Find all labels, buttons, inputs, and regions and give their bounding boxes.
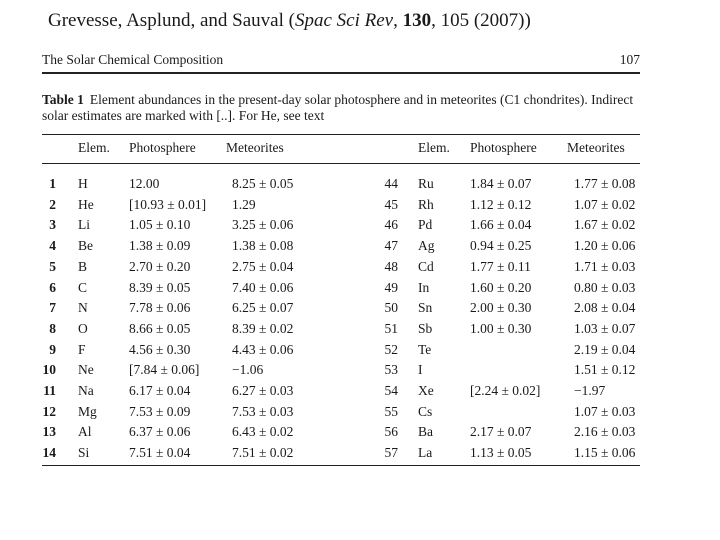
photosphere-value: 6.37 ± 0.06 (129, 424, 191, 440)
photosphere-value: 1.05 ± 0.10 (129, 217, 191, 233)
title-authors: Grevesse, Asplund, and Sauval ( (48, 10, 295, 31)
meteorite-value: 1.51 ± 0.12 (574, 362, 636, 378)
atomic-number: 47 (384, 238, 398, 254)
meteorite-value: 7.53 ± 0.03 (232, 403, 294, 419)
slide-title (48, 10, 531, 32)
photosphere-value: 12.00 (129, 176, 160, 191)
photosphere-value: 1.12 ± 0.12 (470, 196, 532, 212)
meteorite-value: 6.27 ± 0.03 (232, 383, 294, 398)
atomic-number: 45 (384, 196, 398, 212)
atomic-number: 10 (42, 362, 56, 378)
photosphere-value: 1.66 ± 0.04 (470, 217, 532, 233)
meteorite-value: 8.25 ± 0.05 (232, 176, 294, 191)
atomic-number: 7 (49, 300, 56, 316)
meteorite-value: 1.07 ± 0.03 (574, 403, 636, 419)
meteorite-value: 1.71 ± 0.03 (574, 258, 636, 274)
photosphere-value: 8.39 ± 0.05 (129, 279, 191, 295)
element-symbol: He (78, 196, 94, 212)
atomic-number: 13 (42, 424, 56, 440)
photosphere-value: 2.70 ± 0.20 (129, 258, 191, 274)
element-symbol: Ne (78, 362, 94, 378)
photosphere-value: 2.17 ± 0.07 (470, 424, 532, 440)
element-symbol: Xe (418, 383, 434, 398)
photosphere-value: 1.60 ± 0.20 (470, 279, 532, 295)
page-number: 107 (619, 52, 640, 67)
photosphere-value: [10.93 ± 0.01] (129, 196, 207, 212)
photosphere-value: 0.94 ± 0.25 (470, 238, 532, 254)
element-symbol: C (78, 279, 88, 295)
photosphere-value: 6.17 ± 0.04 (129, 383, 191, 398)
atomic-number: 55 (384, 403, 398, 419)
atomic-number: 5 (49, 258, 56, 274)
atomic-number: 46 (384, 217, 398, 233)
element-symbol: Mg (78, 403, 97, 419)
element-symbol: Si (78, 445, 90, 461)
element-symbol: In (418, 279, 430, 295)
element-symbol: H (78, 176, 88, 191)
meteorite-value: 1.77 ± 0.08 (574, 176, 636, 191)
atomic-number: 2 (49, 196, 56, 212)
meteorite-value: 1.38 ± 0.08 (232, 238, 294, 254)
element-symbol: Al (78, 424, 92, 440)
meteorite-value: 3.25 ± 0.06 (232, 217, 294, 233)
photosphere-value: 1.00 ± 0.30 (470, 320, 532, 336)
photosphere-value: 4.56 ± 0.30 (129, 341, 191, 357)
atomic-number: 50 (384, 300, 398, 316)
title-pages: , 105 (2007)) (431, 10, 531, 31)
photosphere-value: 1.77 ± 0.11 (470, 258, 531, 274)
element-symbol: Te (418, 341, 432, 357)
atomic-number: 49 (384, 279, 398, 295)
atomic-number: 57 (384, 445, 398, 461)
meteorite-value: −1.97 (574, 383, 606, 398)
table-caption (42, 92, 642, 124)
element-symbol: Cd (418, 258, 434, 274)
atomic-number: 8 (49, 320, 56, 336)
meteorite-value: 2.08 ± 0.04 (574, 300, 636, 316)
element-symbol: Be (78, 238, 93, 254)
atomic-number: 12 (42, 403, 56, 419)
header-meteorites-left: Meteorites (226, 140, 284, 155)
atomic-number: 53 (384, 362, 398, 378)
element-symbol: Ru (418, 176, 434, 191)
title-sep: , (393, 10, 403, 31)
header-elem-left: Elem. (78, 140, 110, 155)
element-symbol: Li (78, 217, 90, 233)
running-head (42, 52, 640, 68)
meteorite-value: 2.19 ± 0.04 (574, 341, 636, 357)
top-rule (42, 72, 640, 74)
element-symbol: O (78, 320, 88, 336)
meteorite-value: 1.07 ± 0.02 (574, 196, 636, 212)
meteorite-value: 1.20 ± 0.06 (574, 238, 636, 254)
running-head-title: The Solar Chemical Composition (42, 52, 224, 67)
photosphere-value: [2.24 ± 0.02] (470, 383, 541, 398)
element-symbol: Ba (418, 424, 433, 440)
caption-label: Table 1 (42, 92, 84, 107)
photosphere-value: 1.13 ± 0.05 (470, 445, 532, 461)
photosphere-value: 7.53 ± 0.09 (129, 403, 191, 419)
atomic-number: 56 (384, 424, 398, 440)
meteorite-value: 7.51 ± 0.02 (232, 445, 294, 461)
atomic-number: 9 (49, 341, 56, 357)
meteorite-value: 1.03 ± 0.07 (574, 320, 636, 336)
header-photosphere-left: Photosphere (129, 140, 196, 155)
element-symbol: Sb (418, 320, 433, 336)
meteorite-value: 1.29 (232, 196, 256, 212)
atomic-number: 4 (49, 238, 56, 254)
photosphere-value: 1.38 ± 0.09 (129, 238, 191, 254)
atomic-number: 44 (384, 176, 398, 191)
meteorite-value: 6.43 ± 0.02 (232, 424, 294, 440)
element-symbol: Na (78, 383, 94, 398)
photosphere-value: 8.66 ± 0.05 (129, 320, 191, 336)
element-symbol: La (418, 445, 433, 461)
header-photosphere-right: Photosphere (470, 140, 537, 155)
photosphere-value: 7.78 ± 0.06 (129, 300, 191, 316)
meteorite-value: 6.25 ± 0.07 (232, 300, 294, 316)
element-symbol: Ag (418, 238, 435, 254)
atomic-number: 52 (384, 341, 398, 357)
element-symbol: B (78, 258, 88, 274)
meteorite-value: 7.40 ± 0.06 (232, 279, 294, 295)
bottom-rule (42, 465, 640, 466)
meteorite-value: 1.67 ± 0.02 (574, 217, 636, 233)
element-symbol: I (418, 362, 423, 378)
element-symbol: N (78, 300, 88, 316)
caption-text: Element abundances in the present-day solar photosphere and in meteorites (C1 chondrites). Indirect solar estimates are marked with [..]. For He, see text (42, 92, 634, 123)
element-symbol: Rh (418, 196, 434, 212)
element-symbol: Pd (418, 217, 433, 233)
element-symbol: Cs (418, 403, 433, 419)
photosphere-value: 2.00 ± 0.30 (470, 300, 532, 316)
atomic-number: 11 (43, 383, 56, 398)
meteorite-value: 2.75 ± 0.04 (232, 258, 294, 274)
atomic-number: 54 (384, 383, 398, 398)
atomic-number: 14 (42, 445, 56, 461)
title-volume: 130 (402, 10, 432, 31)
element-symbol: F (78, 341, 86, 357)
header-top-rule (42, 134, 640, 135)
meteorite-value: 0.80 ± 0.03 (574, 279, 636, 295)
photosphere-value: 1.84 ± 0.07 (470, 176, 532, 191)
photosphere-value: 7.51 ± 0.04 (129, 445, 191, 461)
element-symbol: Sn (418, 300, 433, 316)
meteorite-value: 4.43 ± 0.06 (232, 341, 294, 357)
meteorite-value: 2.16 ± 0.03 (574, 424, 636, 440)
atomic-number: 48 (384, 258, 398, 274)
atomic-number: 51 (384, 320, 398, 336)
atomic-number: 6 (49, 279, 56, 295)
atomic-number: 1 (49, 176, 56, 191)
photosphere-value: [7.84 ± 0.06] (129, 362, 200, 378)
meteorite-value: −1.06 (232, 362, 264, 378)
meteorite-value: 1.15 ± 0.06 (574, 445, 636, 461)
header-bottom-rule (42, 163, 640, 164)
title-journal: Spac Sci Rev (294, 10, 394, 31)
meteorite-value: 8.39 ± 0.02 (232, 320, 294, 336)
atomic-number: 3 (49, 217, 56, 233)
header-meteorites-right: Meteorites (567, 140, 625, 155)
header-elem-right: Elem. (418, 140, 450, 155)
